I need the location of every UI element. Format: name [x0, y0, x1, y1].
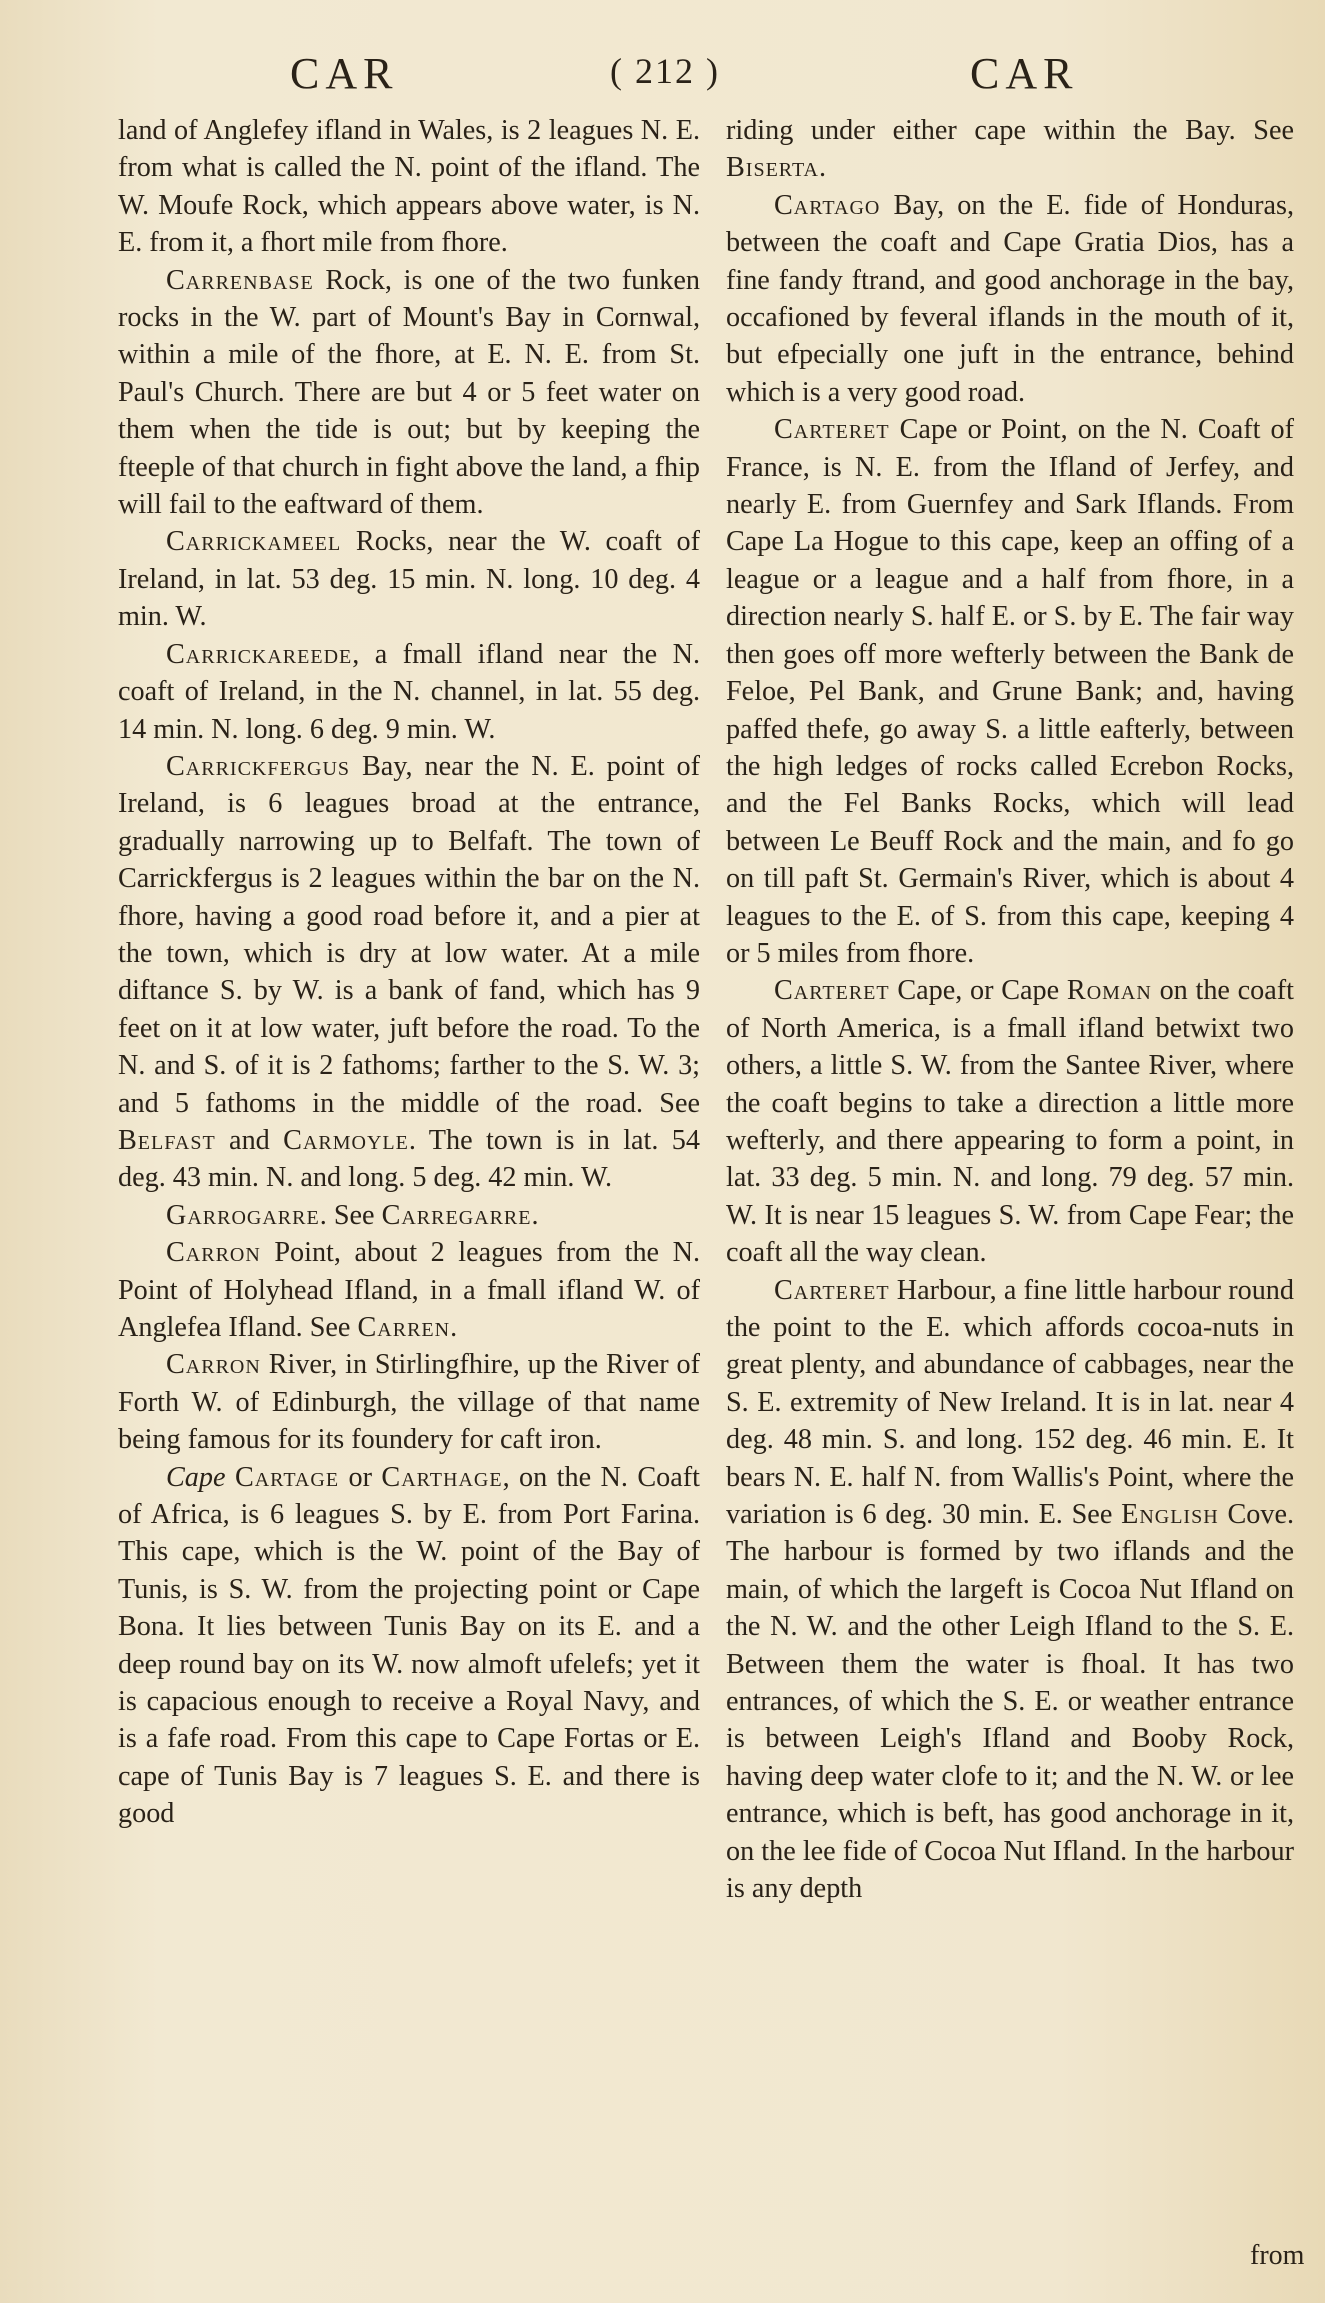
- entry-text: . The town is in lat. 54 deg. 43 min. N. and long. 5 deg. 42 min. W.: [118, 1124, 700, 1194]
- entry-headword: Carmoyle: [283, 1124, 409, 1156]
- gazetteer-entry: [118, 636, 700, 748]
- gazetteer-entry: [118, 262, 700, 524]
- entry-text: .: [531, 1199, 539, 1231]
- entry-headword: Cartago: [774, 189, 881, 221]
- header-left-running-head: CAR: [290, 49, 399, 98]
- page-header: [110, 48, 1285, 108]
- entry-headword: Carrenbase: [166, 264, 314, 296]
- page-number: ( 212 ): [610, 51, 720, 91]
- entry-headword: Carron: [166, 1237, 261, 1269]
- entry-headword: Biserta: [726, 152, 819, 184]
- header-right-running-head: CAR: [970, 49, 1079, 98]
- entry-headword: Carrickfergus: [166, 750, 351, 782]
- entry-headword: Carregarre: [381, 1199, 532, 1231]
- entry-headword: Garrogarre: [166, 1199, 320, 1231]
- gazetteer-entry: [726, 187, 1294, 411]
- entry-headword: Carron: [166, 1349, 261, 1381]
- entry-italic-text: Cape: [166, 1461, 226, 1493]
- entry-headword: Carteret: [774, 1274, 890, 1306]
- right-column: [726, 112, 1294, 2282]
- entry-text: and: [215, 1124, 284, 1156]
- gazetteer-entry: [118, 748, 700, 1197]
- entry-headword: Carren: [357, 1312, 451, 1343]
- entry-text: [226, 1462, 235, 1493]
- gazetteer-entry: [726, 1272, 1294, 1908]
- gazetteer-entry: [726, 112, 1294, 187]
- entry-text: . See: [319, 1199, 382, 1231]
- entry-text: , on the N. Coaft of Africa, is 6 leagues S. by E. from Port Farina. This cape, which is the W. point of the Bay of Tunis, is S. W. from the projecting point or Cape Bona. It lies between Tunis Bay on its E. and a deep round bay on its W. now almoft ufelefs; yet it is capacious enough to receive a Royal Navy, and is a fafe road. From this cape to Cape Fortas or E. cape of Tunis Bay is 7 leagues S. E. and there is good: [118, 1461, 700, 1830]
- left-column: [118, 112, 700, 2282]
- entry-text: Harbour, a fine little harbour round the point to the E. which affords cocoa-nuts in great plenty, and abundance of cabbages, near the S. E. extremity of New Ireland. It is in lat. near 4 deg. 48 min. S. and long. 152 deg. 46 min. E. It bears N. E. half N. from Wallis's Point, where the variation is 6 deg. 30 min. E. See: [726, 1274, 1294, 1531]
- entry-text: Rock, is one of the two funken rocks in the W. part of Mount's Bay in Cornwal, within a mile of the fhore, at E. N. E. from St. Paul's Church. There are but 4 or 5 feet water on them when the tide is out; but by keeping the fteeple of that church in fight above the land, a fhip will fail to the eaftward of them.: [118, 264, 700, 521]
- catchword: from: [1250, 2240, 1305, 2271]
- entry-text: or: [339, 1461, 382, 1493]
- entry-text: .: [450, 1312, 458, 1343]
- entry-text: Bay, near the N. E. point of Ireland, is 6 leagues broad at the entrance, gradually narrowing up to Belfaft. The town of Carrickfergus is 2 leagues within the bar on the N. fhore, having a good road before it, and a pier at the town, which is dry at low water. At a mile diftance S. by W. is a bank of fand, which has 9 feet on it at low water, juft before the road. To the N. and S. of it is 2 fathoms; farther to the S. W. 3; and 5 fathoms in the middle of the road. See: [118, 750, 700, 1119]
- entry-headword: Carrickareede: [166, 638, 353, 670]
- entry-text: Cape, or Cape: [889, 975, 1067, 1007]
- gazetteer-entry: [118, 1197, 700, 1234]
- gazetteer-entry: [726, 972, 1294, 1271]
- gazetteer-entry: [118, 1459, 700, 1833]
- entry-headword: Cartage: [234, 1461, 340, 1493]
- entry-text: riding under either cape within the Bay. See: [726, 115, 1294, 146]
- entry-headword: English: [1121, 1499, 1219, 1531]
- entry-headword: Carthage: [381, 1461, 503, 1493]
- entry-text: Rocks, near the W. coaft of Ireland, in lat. 53 deg. 15 min. N. long. 10 deg. 4 min. W.: [118, 526, 700, 633]
- entry-headword: Roman: [1066, 975, 1152, 1007]
- entry-headword: Belfast: [118, 1124, 216, 1156]
- entry-headword: Carteret: [774, 414, 890, 446]
- gazetteer-entry: [118, 1234, 700, 1346]
- entry-headword: Carrickameel: [166, 526, 342, 558]
- entry-text: .: [819, 152, 827, 184]
- entry-text: Bay, on the E. fide of Honduras, between the coaft and Cape Gratia Dios, has a fine fandy ftrand, and good anchorage in the bay, occafioned by feveral iflands in the mouth of it, but efpecially one juft in the entrance, behind which is a very good road.: [726, 189, 1294, 408]
- entry-text: land of Anglefey ifland in Wales, is 2 leagues N. E. from what is called the N. point of the ifland. The W. Moufe Rock, which appears above water, is N. E. from it, a fhort mile from fhore.: [118, 115, 700, 259]
- entry-headword: Carteret: [774, 975, 890, 1007]
- entry-text: Cove. The harbour is formed by two iflands and the main, of which the largeft is Cocoa Nut Ifland on the N. W. and the other Leigh Ifland to the S. E. Between them the water is fhoal. It has two entrances, of which the S. E. or weather entrance is between Leigh's Ifland and Booby Rock, having deep water clofe to it; and the N. W. or lee entrance, which is beft, has good anchorage in it, on the lee fide of Cocoa Nut Ifland. In the harbour is any depth: [726, 1499, 1294, 1905]
- gazetteer-entry: [118, 112, 700, 262]
- gazetteer-entry: [118, 523, 700, 635]
- entry-text: River, in Stirlingfhire, up the River of Forth W. of Edinburgh, the village of that name being famous for its foundery for caft iron.: [118, 1349, 700, 1456]
- entry-text: , a fmall ifland near the N. coaft of Ireland, in the N. channel, in lat. 55 deg. 14 min. N. long. 6 deg. 9 min. W.: [118, 638, 700, 745]
- entry-text: on the coaft of North America, is a fmall ifland betwixt two others, a little S. W. from the Santee River, where the coaft begins to take a direction a little more wefterly, and there appearing to form a point, in lat. 33 deg. 5 min. N. and long. 79 deg. 57 min. W. It is near 15 leagues S. W. from Cape Fear; the coaft all the way clean.: [726, 975, 1294, 1269]
- gazetteer-entry: [118, 1346, 700, 1458]
- gazetteer-entry: [726, 411, 1294, 972]
- entry-text: Cape or Point, on the N. Coaft of France, is N. E. from the Ifland of Jerfey, and nearly E. from Guernfey and Sark Iflands. From Cape La Hogue to this cape, keep an offing of a league or a league and a half from fhore, in a direction nearly S. half E. or S. by E. The fair way then goes off more wefterly between the Bank de Feloe, Pel Bank, and Grune Bank; and, having paffed thefe, go away S. a little eafterly, between the high ledges of rocks called Ecrebon Rocks, and the Fel Banks Rocks, which will lead between Le Beuff Rock and the main, and fo go on till paft St. Germain's River, which is about 4 leagues to the E. of S. from this cape, keeping 4 or 5 miles from fhore.: [726, 414, 1294, 969]
- entry-text: Point, about 2 leagues from the N. Point of Holyhead Ifland, in a fmall ifland W. of Anglefea Ifland. See: [118, 1237, 700, 1343]
